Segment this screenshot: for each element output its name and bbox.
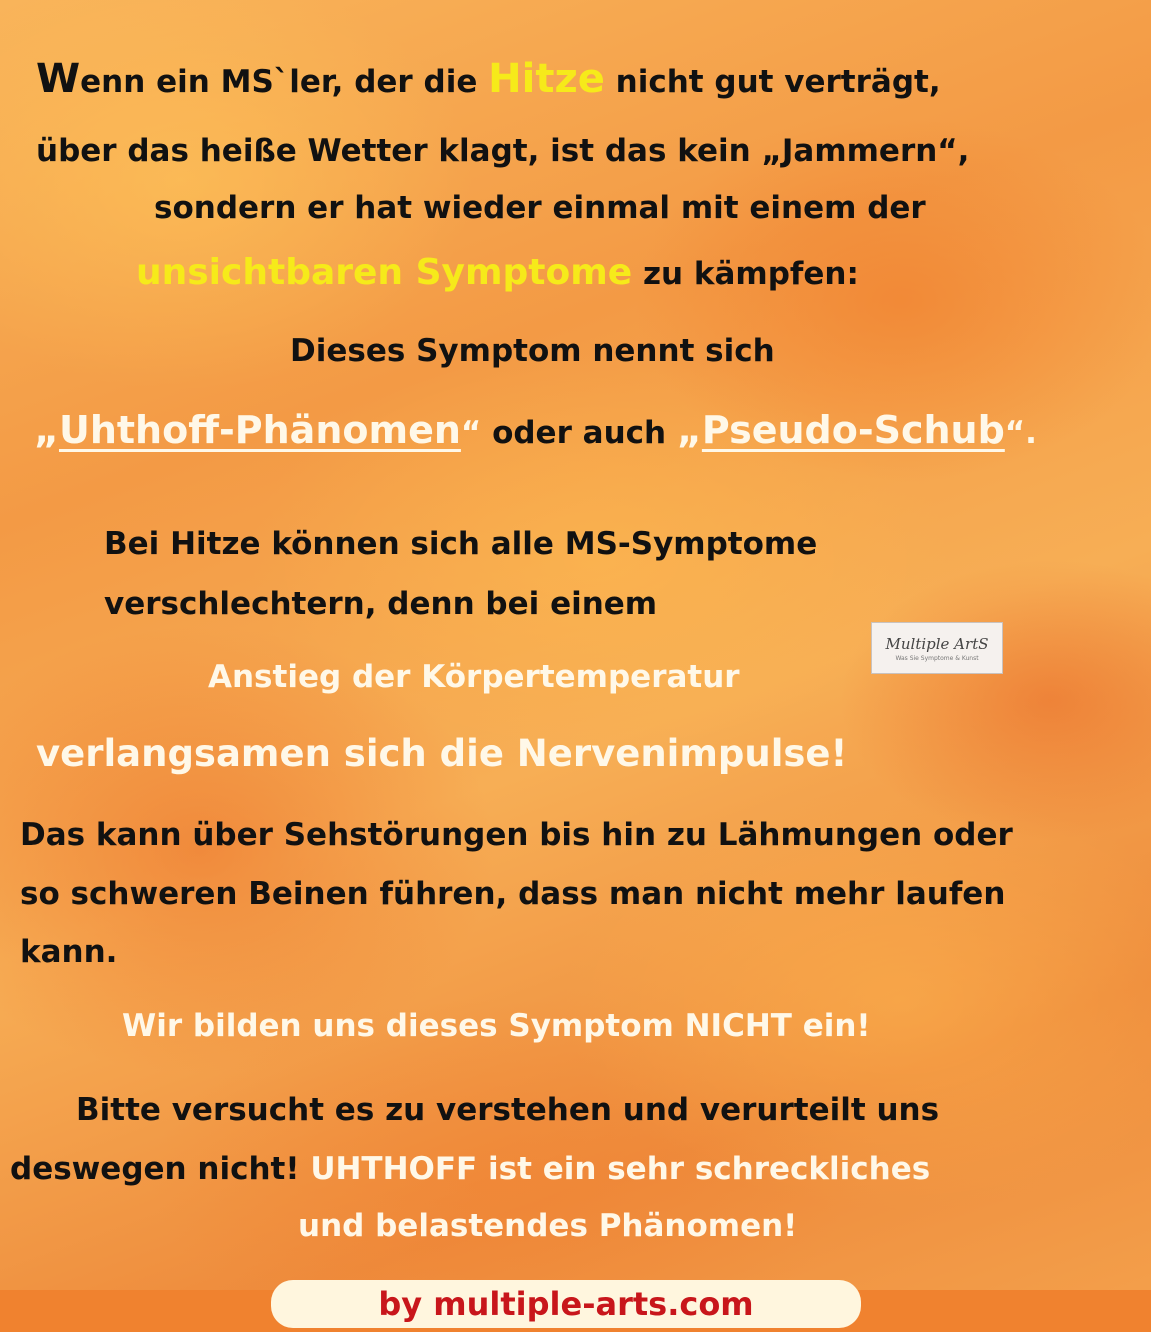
appeal-line-2: deswegen nicht! UHTHOFF ist ein sehr schreckliches: [10, 1151, 931, 1187]
intro-line-4: unsichtbaren Symptome zu kämpfen:: [136, 252, 859, 293]
appeal-line-1: Bitte versucht es zu verstehen und verurteilt uns: [76, 1092, 940, 1128]
footer-credit: [271, 1280, 861, 1328]
intro-line-3: sondern er hat wieder einmal mit einem der: [154, 190, 926, 226]
watermark-subtitle: Was Sie Symptome & Kunst: [895, 654, 979, 662]
pseudo-relapse: Pseudo-Schub: [701, 408, 1005, 452]
hitze-highlight: Hitze: [488, 56, 605, 102]
uhthoff-emphasis: UHTHOFF ist ein sehr schreckliches: [310, 1151, 931, 1187]
statement: Wir bilden uns dieses Symptom NICHT ein!: [122, 1008, 871, 1044]
consequence-line-2: so schweren Beinen führen, dass man nicht mehr laufen: [20, 876, 1006, 912]
symptom-intro: Dieses Symptom nennt sich: [290, 333, 775, 369]
appeal-line-3: und belastendes Phänomen!: [298, 1208, 798, 1244]
uhthoff-phenomenon: Uhthoff-Phänomen: [58, 408, 461, 452]
explanation-line-2: verschlechtern, denn bei einem: [104, 586, 658, 622]
watermark-title: Multiple ArtS: [885, 634, 989, 653]
intro-initial: W: [36, 56, 81, 102]
explanation-line-4: verlangsamen sich die Nervenimpulse!: [36, 732, 848, 775]
symptom-names: „Uhthoff-Phänomen“ oder auch „Pseudo-Schub“.: [34, 408, 1037, 452]
explanation-line-1: Bei Hitze können sich alle MS-Symptome: [104, 526, 818, 562]
footer-text: by multiple-arts.com: [378, 1285, 754, 1323]
multiple-arts-watermark: [871, 622, 1003, 674]
consequence-line-1: Das kann über Sehstörungen bis hin zu Lähmungen oder: [20, 817, 1013, 853]
consequence-line-3: kann.: [20, 934, 118, 970]
invisible-symptoms-highlight: unsichtbaren Symptome: [136, 252, 633, 293]
explanation-line-3: Anstieg der Körpertemperatur: [208, 659, 740, 695]
intro-line-1: Wenn ein MS`ler, der die Hitze nicht gut verträgt,: [36, 56, 941, 102]
intro-line-2: über das heiße Wetter klagt, ist das kein „Jammern“,: [36, 133, 970, 169]
